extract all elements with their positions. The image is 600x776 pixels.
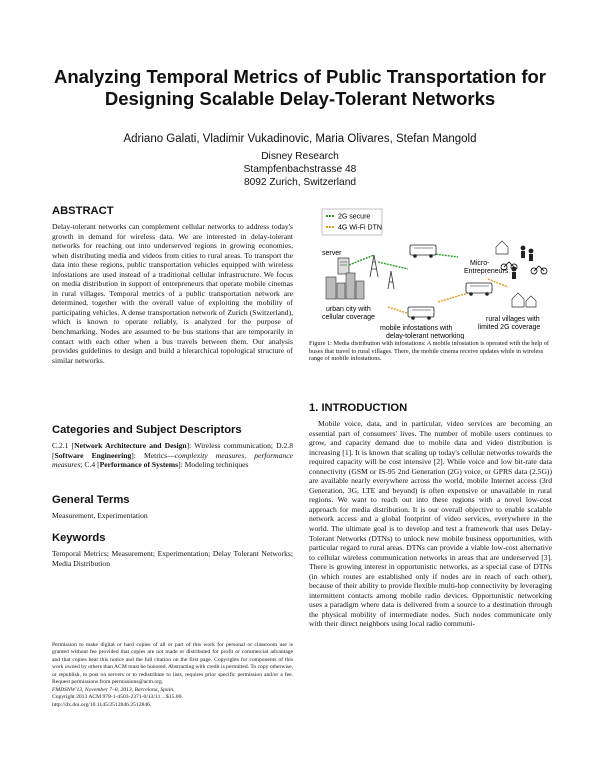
introduction-section	[309, 419, 552, 629]
footnote-permission: Permission to make digital or hard copies of all or part of this work for personal or classroom use is granted without fee provided that copies are not made or distributed for profit or commercial advantage and that copies bear this notice and the full citation on the first page. Copyrights for components of this work owned by others than ACM must be honored. Abstracting with credit is permitted. To copy otherwise, or republish, to post on servers or to redistribute to lists, requires prior specific permission and/or a fee. Request permissions from permissions@acm.org.	[52, 642, 293, 686]
general-terms-section	[52, 494, 293, 521]
cat-c1-code: C.2.1 [	[52, 441, 75, 450]
urban-label-2: cellular coverage	[322, 314, 375, 321]
title-line-2: Designing Scalable Delay-Tolerant Networks	[104, 88, 496, 109]
bus-icon-1	[410, 245, 436, 258]
introduction-heading: 1. INTRODUCTION	[309, 402, 408, 414]
affiliation-city: 8092 Zurich, Switzerland	[243, 177, 357, 188]
general-terms-text: Measurement, Experimentation	[52, 511, 148, 520]
figure-1-diagram	[318, 207, 552, 339]
server-icon	[338, 258, 349, 274]
keywords-text: Temporal Metrics; Measurement; Experimentation; Delay Tolerant Networks; Media Distribution	[52, 549, 293, 568]
categories-text	[52, 441, 293, 470]
title-line-1: Analyzing Temporal Metrics of Public Transportation for	[53, 66, 547, 87]
paper-title	[30, 66, 570, 110]
abstract-text: Delay-tolerant networks can complement cellular networks to address today's growth in demand for wireless data. We are interested in delay-tolerant networks for reaching out into underserved regions in growing economies, when distributing media and videos from cities to rural areas. To transport the data into these regions, public transportation vehicles equipped with wireless infostations are used instead of a traditional cellular infrastructure. We focus on media distribution in support of entrepreneurs that operate mobile cinemas in rural villages. Temporal metrics of a public transportation network are determined, together with the overall value of exploiting the mobility of participating vehicles. A dense transportation network of Zurich (Switzerland), which is known to operate reliably, is analyzed for the purpose of benchmarking. Nodes are assumed to be bus stations that are temporarily in contact with each other when a bus travels between them. Our analysis provides guidelines to design and build a hierarchical topological structure of similar networks.	[52, 222, 293, 365]
figure-1-caption: Figure 1: Media distribution with infostations: A mobile infostation is operated with the help of buses that travel to rural villages. There, the mobile cinema receive updates while in wireless range of mobile infostations.	[309, 340, 549, 363]
cat-c3-pre: ; C.4 [	[80, 460, 100, 470]
copyright-footnote	[52, 642, 293, 709]
urban-label-1: urban city with	[326, 306, 371, 313]
cat-c3-rest: ]: Modeling techniques	[178, 460, 249, 470]
abstract-heading: ABSTRACT	[52, 205, 114, 217]
cell-tower-icon	[370, 255, 394, 289]
cat-c3-name: Performance of Systems	[99, 460, 179, 470]
introduction-heading-wrap	[309, 402, 552, 415]
server-label: server	[322, 250, 342, 257]
keywords-section	[52, 532, 293, 568]
micro-label-1: Micro-	[470, 260, 490, 267]
categories-heading: Categories and Subject Descriptors	[52, 424, 242, 436]
affiliation-street: Stampfenbachstrasse 48	[243, 164, 357, 175]
entrepreneur-icons	[512, 246, 534, 279]
authors: Adriano Galati, Vladimir Vukadinovic, Maria Olivares, Stefan Mangold	[123, 133, 477, 145]
cat-c2-italic: complexity measures, performance measures	[52, 450, 293, 470]
rural-label-2: limited 2G coverage	[478, 324, 541, 331]
footnote-copyright: Copyright 2013 ACM 978-1-4503-2371-0/13/11 ...$15.00.	[52, 694, 183, 701]
cat-c2-name: Software Engineering	[54, 450, 132, 460]
mobile-label-1: mobile infostations with	[380, 325, 453, 332]
rural-label-1: rural villages with	[486, 316, 540, 323]
bus-icon-3	[466, 283, 492, 296]
figure-1	[318, 207, 552, 339]
micro-label-2: Entrepreneurs	[464, 268, 509, 275]
footnote-venue: FMDSNW'13, November 7–8, 2013, Barcelona, Spain.	[52, 686, 175, 693]
categories-section	[52, 424, 293, 470]
city-buildings-icon	[326, 273, 364, 299]
secure-links	[349, 252, 458, 269]
cat-c1-rest: ]: Wireless communication; D.2.8 [	[52, 441, 294, 460]
footnote-doi: http://dx.doi.org/10.1145/2512846.2512846.	[52, 701, 152, 708]
cat-c1-name: Network Architecture and Design	[74, 441, 187, 450]
affiliation-org: Disney Research	[261, 151, 339, 162]
bus-icon-2	[408, 307, 434, 320]
cat-c2-rest: ]: Metrics—	[131, 450, 175, 460]
abstract-section	[52, 205, 293, 365]
keywords-heading: Keywords	[52, 532, 106, 544]
mobile-label-2: delay-tolerant networking	[386, 333, 465, 339]
general-terms-heading: General Terms	[52, 494, 130, 506]
legend-secure-label: 2G secure	[338, 213, 371, 221]
introduction-text: Mobile voice, data, and in particular, video services are becoming an essential part of consumers' lives. The number of mobile users continues to grow, and capacity demand due to mobile data and video distribution is increasing [1]. It is known that scaling up today's cellular networks towards the required capacity will be cost intensive [2]. While voice and low bit-rate data connectivity (GSM or IS-95 2nd Generation (2G) voice, or GPRS data (2.5G)) are available nearly everywhere across the world, mobile Internet access (3rd Generation, 3G, LTE and beyond) is often expensive or unavailable in rural regions. We want to reach out into these regions with a novel low-cost approach for media distribution. It is our overall objective to enable scalable network access and a global footprint of video services, everywhere in the world. The ultimate goal is to develop and test a framework that uses Delay-Tolerant Networks (DTNs) to unlock new mobile business opportunities, with particular regard to rural areas. DTNs can provide a viable low-cost alternative to cellular wireless communication networks in areas that are underserved [3]. There is growing interest in opportunistic networks, as a special case of DTNs (in which routes are established only if nodes are in reach of each other), because of their ability to provide flexible multi-hop connectivity by leveraging intermittent contacts among mobile radio devices. Opportunistic networking uses a paradigm where data is delivered from a source to a destination through the physical mobility of intermediate nodes. Such nodes communicate only with their direct neighbors using local radio communi-	[309, 419, 552, 629]
legend-wifi-label: 4G Wi-Fi DTN	[338, 224, 382, 232]
affiliation	[30, 150, 570, 189]
